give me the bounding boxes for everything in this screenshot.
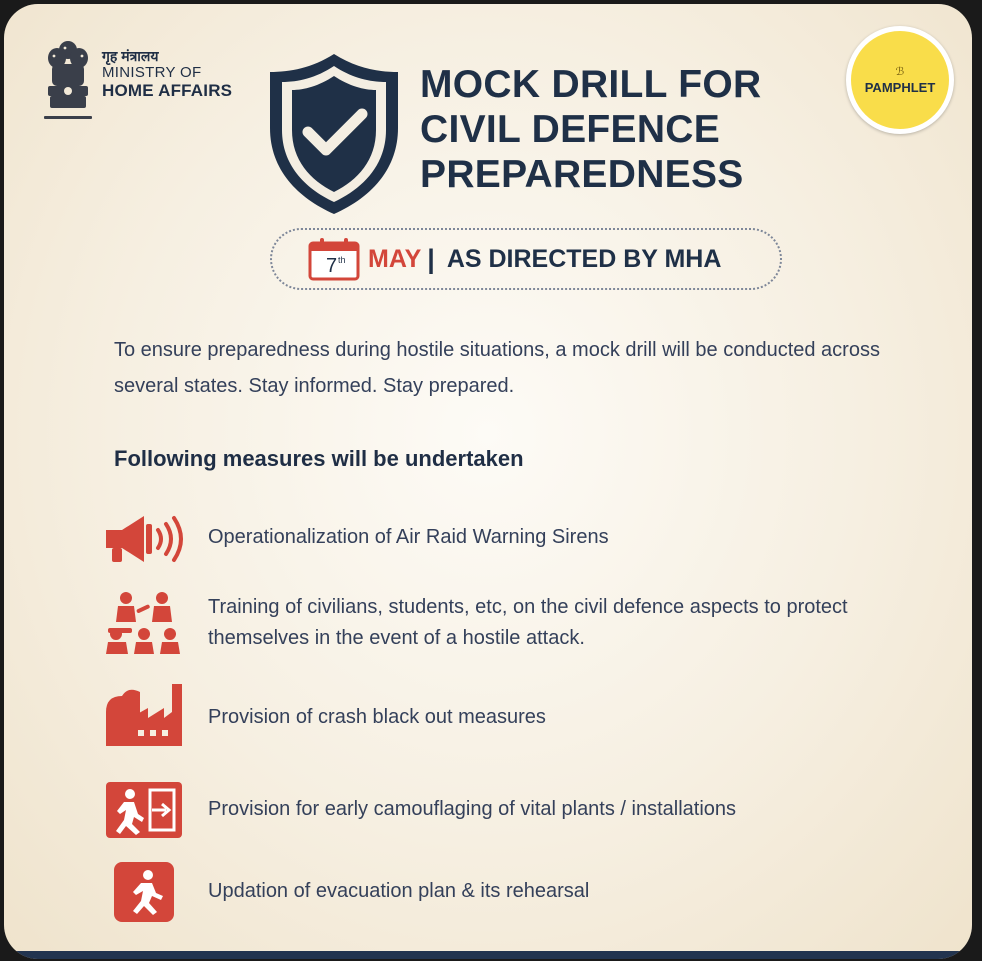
measure-text: Provision of crash black out measures <box>208 706 546 728</box>
national-emblem-icon <box>40 36 96 124</box>
ministry-name <box>102 48 232 101</box>
calendar-icon <box>308 237 360 281</box>
pamphlet-card <box>4 4 972 959</box>
date-pill <box>270 228 782 290</box>
civilian-training-icon <box>100 590 188 654</box>
ministry-line-1: MINISTRY OF <box>102 64 202 82</box>
measures-heading: Following measures will be undertaken <box>114 446 524 471</box>
measure-text: Updation of evacuation plan & its rehearsal <box>208 880 590 902</box>
factory-blackout-icon <box>100 682 188 746</box>
badge-mark: ℬ <box>895 66 905 78</box>
ministry-line-2: HOME AFFAIRS <box>102 81 233 101</box>
date-month: MAY <box>368 244 422 273</box>
page-title <box>420 62 840 197</box>
title-line-3: PREPAREDNESS <box>420 153 744 196</box>
evacuation-runner-icon <box>114 862 174 922</box>
siren-megaphone-icon <box>100 512 188 566</box>
title-line-2: CIVIL DEFENCE <box>420 108 721 151</box>
ministry-hindi: गृह मंत्रालय <box>102 48 159 64</box>
intro-text: To ensure preparedness during hostile situations, a mock drill will be conducted across several states. Stay informed. Stay prepared. <box>114 339 880 397</box>
calendar-day: 7 <box>326 255 338 277</box>
badge-label: PAMPHLET <box>864 80 936 95</box>
calendar-day-suffix: th <box>338 255 346 265</box>
shield-check-icon <box>264 50 404 218</box>
measure-text: Provision for early camouflaging of vital plants / installations <box>208 798 737 820</box>
pamphlet-badge <box>846 26 954 134</box>
directed-by: AS DIRECTED BY MHA <box>446 244 722 273</box>
date-separator: | <box>427 243 435 274</box>
title-line-1: MOCK DRILL FOR <box>420 63 762 106</box>
bottom-bar <box>4 951 972 959</box>
measure-text: Operationalization of Air Raid Warning Sirens <box>208 526 609 548</box>
measure-text: Training of civilians, students, etc, on the civil defence aspects to protect themselves in the event of a hostile attack. <box>208 596 848 649</box>
exit-sign-icon <box>106 782 182 838</box>
